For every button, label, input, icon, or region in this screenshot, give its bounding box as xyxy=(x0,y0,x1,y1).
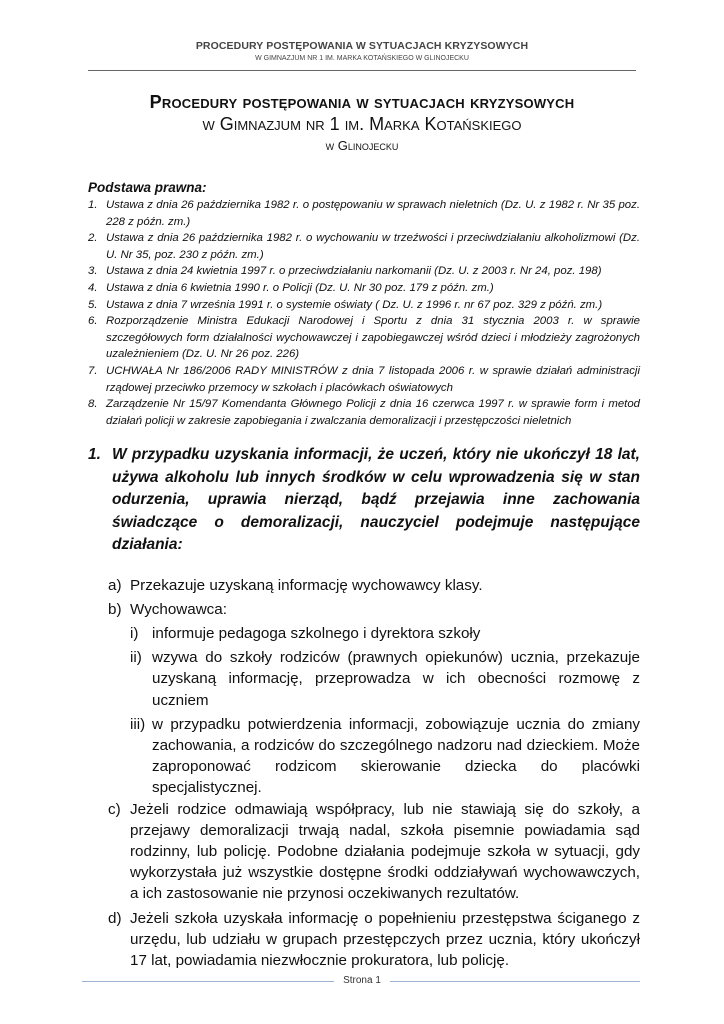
legal-basis-item xyxy=(88,396,640,429)
running-header-title: PROCEDURY POSTĘPOWANIA W SYTUACJACH KRYZYSOWYCH xyxy=(195,40,529,52)
legal-basis-list xyxy=(88,197,640,429)
action-letter: d) xyxy=(108,909,122,927)
section-1 xyxy=(88,444,640,971)
legal-basis-item xyxy=(88,297,640,314)
section-heading-text: W przypadku uzyskania informacji, że uczeń, który nie ukończył 18 lat, używa alkoholu lub innych środków w celu wprowadzenia się w stan odurzenia, uprawia nierząd, bądź przejawia inne zachowania świadczące o demoralizacji, nauczyciel podejmuje następujące działania: xyxy=(112,446,640,553)
title-line-2: w Gimnazjum nr 1 im. Marka Kotańskiego xyxy=(202,114,522,134)
section-1-heading xyxy=(88,444,640,557)
section-number: 1. xyxy=(88,446,101,463)
legal-basis-item xyxy=(88,313,640,363)
legal-basis xyxy=(88,180,640,429)
item-text: Ustawa z dnia 24 kwietnia 1997 r. o przeciwdziałaniu narkomanii (Dz. U. z 2003 r. Nr 24, poz. 198) xyxy=(106,265,602,278)
sub-item-number: ii) xyxy=(130,649,142,667)
action-letter: c) xyxy=(108,800,121,818)
sub-item-i xyxy=(88,623,640,644)
running-header-subtitle: W GIMNAZJUM NR 1 IM. MARKA KOTAŃSKIEGO W GLINOJECKU xyxy=(255,55,469,62)
item-text: Ustawa z dnia 7 września 1991 r. o systemie oświaty ( Dz. U. z 1996 r. nr 67 poz. 329 z późń. zm.) xyxy=(106,298,603,311)
title-line-1: Procedury postępowania w sytuacjach kryzysowych xyxy=(149,92,575,112)
action-list xyxy=(88,575,640,972)
footer-divider-left xyxy=(82,981,334,982)
footer-divider-right xyxy=(390,981,640,982)
item-text: Ustawa z dnia 26 października 1982 r. o wychowaniu w trzeźwości i przeciwdziałaniu alkoholizmowi (Dz. U. Nr 35, poz. 230 z późn. zm.) xyxy=(106,232,640,261)
legal-basis-item xyxy=(88,280,640,297)
item-number: 1. xyxy=(88,199,98,211)
sub-item-text: wzywa do szkoły rodziców (prawnych opiekunów) ucznia, przekazuje uzyskaną informację, przeprowadza w ich obecności rozmowę z uczniem xyxy=(152,649,640,709)
action-letter: b) xyxy=(108,600,122,618)
item-text: Rozporządzenie Ministra Edukacji Narodowej i Sportu z dnia 31 stycznia 2003 r. w sprawie szczegółowych form działalności wychowawczej i zapobiegawczej wśród dzieci i młodzieży zagrożonych uzależnieniem (Dz. U. Nr 26 poz. 226) xyxy=(106,315,640,361)
sub-item-text: w przypadku potwierdzenia informacji, zobowiązuje ucznia do zmiany zachowania, a rodziców do szczególnego nadzoru nad dzieckiem. Może zaproponować rodzicom skierowanie dziecka do placówki specjalistycznej. xyxy=(152,715,640,797)
legal-basis-item xyxy=(88,363,640,396)
legal-basis-item xyxy=(88,230,640,263)
item-number: 3. xyxy=(88,265,98,278)
sub-item-iii xyxy=(88,714,640,799)
sub-item-number: iii) xyxy=(130,715,146,733)
item-number: 2. xyxy=(88,232,98,245)
item-text: UCHWAŁA Nr 186/2006 RADY MINISTRÓW z dnia 7 listopada 2006 r. w sprawie działań administracji rządowej przeciwko przemocy w szkołach i placówkach oświatowych xyxy=(106,364,640,394)
action-item-c xyxy=(88,799,640,905)
action-letter: a) xyxy=(108,576,122,594)
sub-item-number: i) xyxy=(130,624,139,642)
legal-basis-item xyxy=(88,197,640,230)
action-text: Jeżeli rodzice odmawiają współpracy, lub nie stawiają się do szkoły, a przejawy demoralizacji trwają nadal, szkoła pisemnie powiadamia sąd rodzinny, lub policję. Podobne działania podejmuje szkoła w sytuacji, gdy wykorzystała już wszystkie dostępne środki oddziaływań wychowawczych, a ich zastosowanie nie przynosi oczekiwanych rezultatów. xyxy=(130,800,640,903)
item-number: 8. xyxy=(88,398,98,411)
sub-item-ii xyxy=(88,647,640,711)
item-number: 7. xyxy=(88,364,98,377)
legal-basis-item xyxy=(88,263,640,280)
legal-basis-heading: Podstawa prawna: xyxy=(88,180,207,195)
action-item-d xyxy=(88,908,640,972)
item-number: 6. xyxy=(88,315,98,328)
action-text: Wychowawca: xyxy=(130,600,227,618)
action-text: Przekazuje uzyskaną informację wychowawcy klasy. xyxy=(130,576,483,594)
action-text: Jeżeli szkoła uzyskała informację o popełnieniu przestępstwa ściganego z urzędu, lub udziału w grupach przestępczych przez ucznia, który ukończył 17 lat, powiadamia niezwłocznie prokuratora, lub policję. xyxy=(130,909,640,969)
item-text: Ustawa z dnia 6 kwietnia 1990 r. o Policji (Dz. U. Nr 30 poz. 179 z późn. zm.) xyxy=(106,281,494,294)
item-number: 5. xyxy=(88,298,98,311)
sub-item-text: informuje pedagoga szkolnego i dyrektora szkoły xyxy=(152,624,481,642)
item-text: Ustawa z dnia 26 października 1982 r. o postępowaniu w sprawach nieletnich (Dz. U. z 1982 r. Nr 35 poz. 228 z późn. zm.) xyxy=(106,199,640,228)
item-text: Zarządzenie Nr 15/97 Komendanta Głównego Policji z dnia 16 czerwca 1997 r. w sprawie form i metod działań policji w zakresie zapobiegania i zwalczania demoralizacji i przestępczości nieletnich xyxy=(106,398,640,427)
document-title xyxy=(0,92,724,153)
action-item-a xyxy=(88,575,640,596)
page-number: Strona 1 xyxy=(343,975,381,986)
running-header xyxy=(0,40,724,62)
header-divider xyxy=(88,70,636,71)
title-line-3: w Glinojecku xyxy=(325,138,399,153)
item-number: 4. xyxy=(88,281,98,294)
action-item-b xyxy=(88,599,640,620)
